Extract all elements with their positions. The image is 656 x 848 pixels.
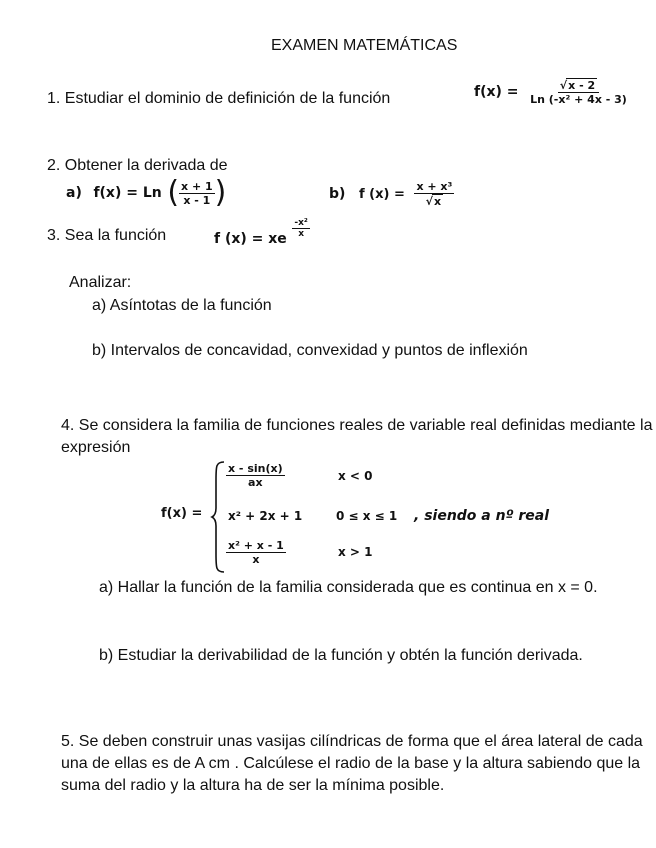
q4-case-1: [226, 462, 285, 489]
q2a-fraction: [179, 180, 215, 207]
question-3a: a) Asíntotas de la función: [92, 297, 272, 314]
q3-f-lhs: f (x) = xe: [214, 231, 287, 247]
q2b-denominator: x: [434, 195, 442, 208]
page-title: EXAMEN MATEMÁTICAS: [271, 37, 458, 54]
q4-note: , siendo a nº real: [414, 508, 550, 524]
question-5-text: 5. Se deben construir unas vasijas cilíndricas de forma que el área lateral de cada una de ellas es de A cm . Calcúlese el radio de la base y la altura sabiendo que la suma del radio y la altura ha de ser la mínima posible.: [61, 733, 643, 794]
q4-case1-num: x - sin(x): [228, 462, 283, 475]
q4-case3-num: x² + x - 1: [228, 539, 284, 552]
q1-denominator: Ln (-x² + 4x - 3): [530, 93, 627, 106]
q2a-lhs: f(x) = Ln: [93, 185, 162, 201]
q4-case2-cond: 0 ≤ x ≤ 1: [336, 509, 398, 523]
question-3-formula: [214, 218, 310, 247]
q4-case3-cond: x > 1: [338, 545, 373, 559]
question-3b: b) Intervalos de concavidad, convexidad y puntos de inflexión: [92, 342, 528, 359]
question-4b: b) Estudiar la derivabilidad de la función y obtén la función derivada.: [99, 647, 583, 664]
question-1-formula: [474, 78, 629, 106]
q3-exp-num: -x²: [294, 218, 308, 228]
q2a-denominator: x - 1: [183, 193, 211, 207]
q2a-numerator: x + 1: [181, 179, 213, 193]
q2b-fraction: $\frac{\text{x + x³}}{√x}$: [416, 180, 453, 208]
question-4-text: 4. Se considera la familia de funciones reales de variable real definidas mediante la expresión: [61, 417, 653, 456]
question-2-text: 2. Obtener la derivada de: [47, 157, 228, 174]
question-4a: a) Hallar la función de la familia considerada que es continua en x = 0.: [99, 579, 598, 596]
q3-exponent: [292, 218, 309, 239]
q3-exp-den: x: [298, 229, 305, 239]
q2a-label: a): [66, 185, 82, 201]
q4-case-3: [226, 539, 286, 566]
q4-case-2: x² + 2x + 1: [228, 509, 303, 523]
q4-case1-cond: x < 0: [338, 469, 373, 483]
q4-f-lhs: f(x) =: [161, 506, 203, 521]
question-3-analizar: Analizar:: [69, 274, 132, 291]
question-1-text: 1. Estudiar el dominio de definición de la función: [47, 90, 391, 107]
q2b-label: b): [329, 186, 346, 202]
q4-case1-den: ax: [248, 476, 263, 489]
q1-f-lhs: f(x) =: [474, 84, 519, 100]
q4-case3-den: x: [252, 553, 260, 566]
q1-fraction: $\frac{√x - 2}{\text{Ln (-x² + 4x - 3)}}$: [530, 79, 627, 106]
q2b-lhs: f (x) =: [359, 186, 405, 202]
question-2b-formula: [329, 180, 454, 208]
question-2a-formula: a) f(x) = Ln ( $\frac{x + 1}{x - 1}$ ): [66, 175, 227, 210]
question-3-text: 3. Sea la función: [47, 227, 167, 244]
q2b-numerator: x + x³: [416, 180, 453, 193]
q1-numerator: x - 2: [568, 79, 596, 92]
